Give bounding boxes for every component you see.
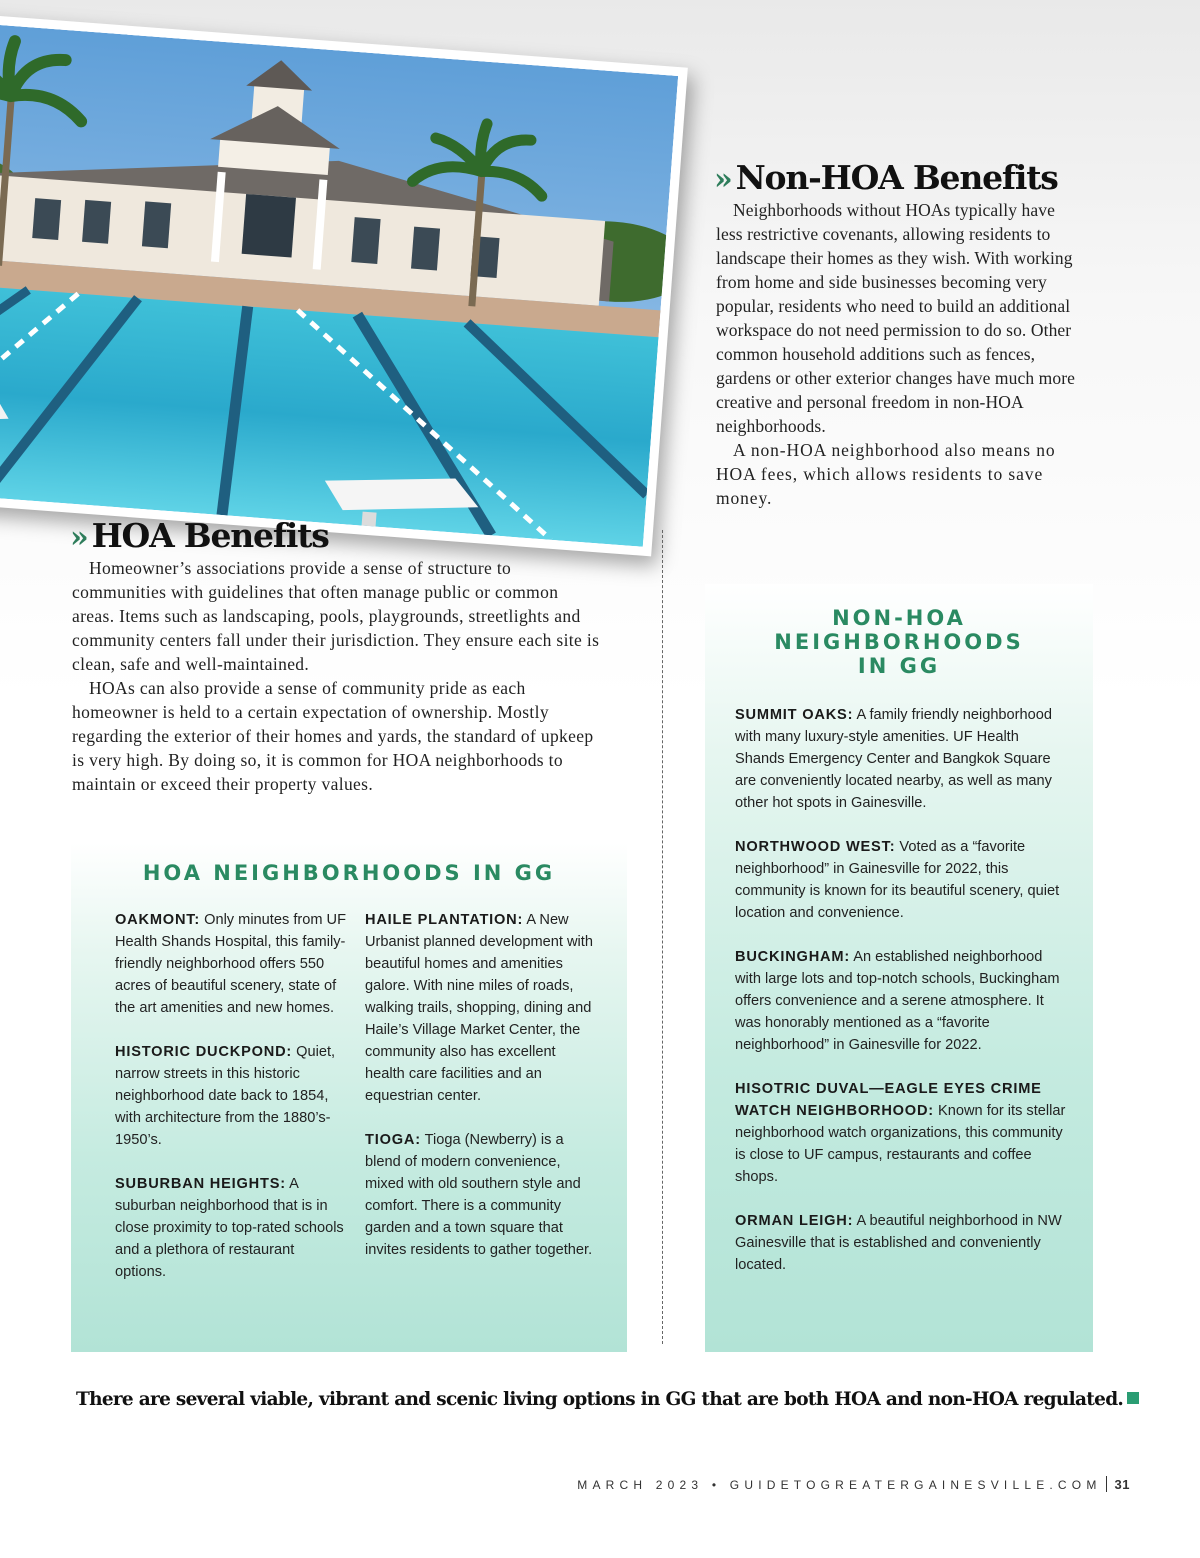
neighborhood-name: SUMMIT OAKS: — [735, 707, 854, 723]
list-item — [365, 1129, 597, 1261]
chevron-marker-icon: » — [714, 162, 732, 197]
non-hoa-heading-text: Non-HOA Benefits — [735, 158, 1058, 197]
neighborhood-name: SUBURBAN HEIGHTS: — [115, 1176, 286, 1192]
list-item — [115, 1173, 347, 1283]
neighborhood-description: A New Urbanist planned development with beautiful homes and amenities galore. With nine miles of roads, walking trails, shopping, dining and Haile’s Village Market Center, the community also has excellent health care facilities and an equestrian center. — [365, 912, 593, 1104]
neighborhood-description: Known for its stellar neighborhood watch organizations, this community is close to UF campus, restaurants and coffee shops. — [735, 1103, 1066, 1185]
hoa-box-title: HOA NEIGHBORHOODS IN GG — [142, 861, 556, 885]
neighborhood-description: An established neighborhood with large lots and top-notch schools, Buckingham offers convenience and a serene atmosphere. It was honorably mentioned as a “favorite neighborhood” in Gainesville for 2022. — [735, 949, 1060, 1053]
list-item — [115, 909, 347, 1019]
pool-photo-illustration — [0, 20, 678, 547]
footer-issue: MARCH 2023 — [577, 1478, 704, 1492]
column-divider — [662, 530, 663, 1344]
closing-text: There are several viable, vibrant and scenic living options in GG that are both HOA and non-HOA regulated. — [76, 1389, 1124, 1410]
footer-site-link[interactable]: GUIDETOGREATERGAINESVILLE.COM — [729, 1478, 1102, 1492]
neighborhood-description: Only minutes from UF Health Shands Hospital, this family-friendly neighborhood offers 550 acres of beautiful scenery, state of the art amenities and new homes. — [115, 912, 347, 1016]
hoa-list-column-left — [115, 909, 347, 1305]
hoa-neighborhoods-box — [71, 843, 627, 1352]
neighborhood-name: HISTORIC DUCKPOND: — [115, 1044, 293, 1060]
end-mark-icon — [1127, 1392, 1139, 1404]
non-hoa-box-title-line: IN GG — [857, 654, 941, 678]
footer-bullet: • — [711, 1478, 722, 1492]
list-item — [735, 704, 1071, 814]
neighborhood-description: A suburban neighborhood that is in close proximity to top-rated schools and a plethora of restaurant options. — [115, 1176, 344, 1280]
neighborhood-name: BUCKINGHAM: — [735, 949, 850, 965]
hoa-paragraph: HOAs can also provide a sense of community pride as each homeowner is held to a certain expectation of ownership. Mostly regarding the exterior of their homes and yards, the standard of upkeep is very high. By doing so, it is common for HOA neighborhoods to maintain or exceed their property values. — [72, 678, 594, 794]
non-hoa-benefits-heading — [714, 158, 1058, 197]
non-hoa-neighborhoods-box — [705, 584, 1093, 1352]
neighborhood-description: Tioga (Newberry) is a blend of modern convenience, mixed with old southern style and comfort. There is a community garden and a town square that invites residents to gather together. — [365, 1132, 593, 1258]
list-item — [735, 1078, 1071, 1188]
pool-photo — [0, 20, 678, 547]
footer-separator — [1106, 1476, 1107, 1492]
neighborhood-name: NORTHWOOD WEST: — [735, 839, 896, 855]
non-hoa-list — [735, 704, 1071, 1298]
hoa-benefits-heading — [70, 516, 329, 555]
neighborhood-name: ORMAN LEIGH: — [735, 1213, 854, 1229]
hoa-paragraph: Homeowner’s associations provide a sense of structure to communities with guidelines that often manage public or common areas. Items such as landscaping, pools, playgrounds, streetlights and community centers fall under their jurisdiction. They ensure each site is clean, safe and well-maintained. — [72, 558, 600, 674]
closing-statement — [76, 1389, 1136, 1410]
neighborhood-description: A family friendly neighborhood with many luxury-style amenities. UF Health Shands Emergency Center and Bangkok Square are conveniently located nearby, as well as many other hot spots in Gainesville. — [735, 707, 1052, 811]
non-hoa-box-title — [705, 606, 1093, 678]
list-item — [365, 909, 597, 1107]
hoa-body — [72, 556, 602, 796]
pool-photo-frame — [0, 10, 688, 556]
chevron-marker-icon: » — [70, 520, 88, 555]
page-footer — [577, 1476, 1130, 1492]
hoa-list-column-right — [365, 909, 597, 1283]
neighborhood-description: Quiet, narrow streets in this historic neighborhood date back to 1854, with architecture from the 1880’s-1950’s. — [115, 1044, 336, 1148]
neighborhood-name: TIOGA: — [365, 1132, 421, 1148]
neighborhood-name: HISOTRIC DUVAL—EAGLE EYES CRIME WATCH NEIGHBORHOOD: — [735, 1081, 1042, 1119]
list-item — [735, 946, 1071, 1056]
hoa-heading-text: HOA Benefits — [91, 516, 329, 555]
list-item — [735, 1210, 1071, 1276]
non-hoa-box-title-line: NEIGHBORHOODS — [774, 630, 1024, 654]
list-item — [115, 1041, 347, 1151]
non-hoa-box-title-line: NON-HOA — [832, 606, 966, 630]
neighborhood-description: Voted as a “favorite neighborhood” in Gainesville for 2022, this community is known for its beautiful scenery, quiet location and convenience. — [735, 839, 1060, 921]
neighborhood-name: OAKMONT: — [115, 912, 201, 928]
non-hoa-paragraph: Neighborhoods without HOAs typically have less restrictive covenants, allowing residents to landscape their homes as they wish. With working from home and side businesses becoming very popular, residents who need to build an additional workspace do not need permission to do so. Other common household additions such as fences, gardens or other exterior changes have much more creative and personal freedom in non-HOA neighborhoods. — [716, 200, 1076, 436]
page-number: 31 — [1114, 1477, 1130, 1492]
neighborhood-name: HAILE PLANTATION: — [365, 912, 524, 928]
neighborhood-description: A beautiful neighborhood in NW Gainesville that is established and conveniently located. — [735, 1213, 1062, 1273]
non-hoa-body — [716, 198, 1084, 510]
list-item — [735, 836, 1071, 924]
non-hoa-paragraph: A non-HOA neighborhood also means no HOA fees, which allows residents to save money. — [716, 440, 1056, 508]
